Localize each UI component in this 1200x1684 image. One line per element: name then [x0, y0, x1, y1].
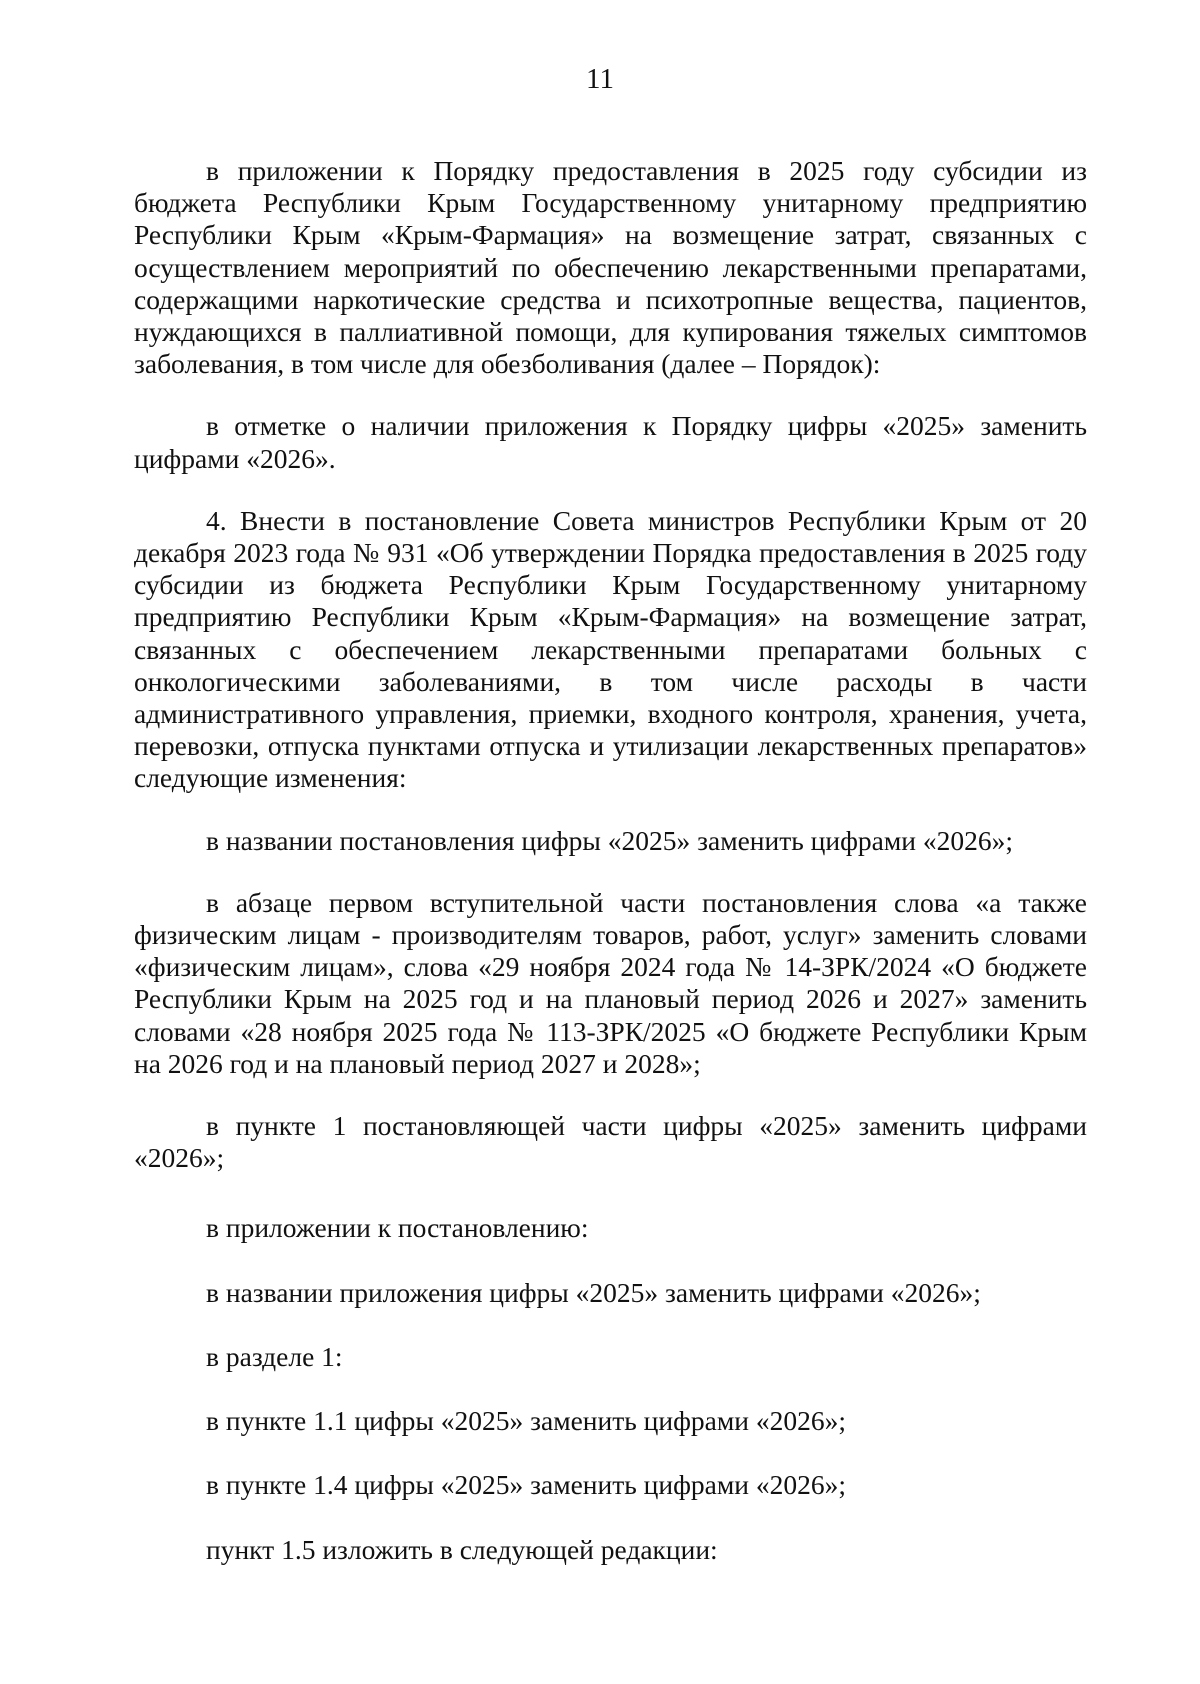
paragraph-section-1: в разделе 1:: [206, 1340, 343, 1372]
paragraph-annex: в приложении к постановлению:: [206, 1212, 589, 1244]
paragraph-point-1-1: в пункте 1.1 цифры «2025» заменить цифрами «2026»;: [206, 1405, 847, 1437]
page-number: 11: [586, 63, 614, 95]
paragraph-annex-title: в названии приложения цифры «2025» заменить цифрами «2026»;: [206, 1276, 981, 1308]
document-body: [134, 155, 1087, 1566]
paragraph-point-1: в пункте 1 постановляющей части цифры «2025» заменить цифрами «2026»;: [134, 1110, 1087, 1174]
paragraph-preamble: в абзаце первом вступительной части постановления слова «а также физическим лицам - производителям товаров, работ, услуг» заменить словами «физическим лицам», слова «29 ноября 2024 года № 14-ЗРК/2024 «О бюджете Республики Крым на 2025 год и на плановый период 2026 и 2027» заменить словами «28 ноября 2025 года № 113-ЗРК/2025 «О бюджете Республики Крым на 2026 год и на плановый период 2027 и 2028»;: [134, 886, 1087, 1079]
paragraph-annex-intro: в приложении к Порядку предоставления в 2025 году субсидии из бюджета Республики Крым Государственному унитарному предприятию Республики Крым «Крым-Фармация» на возмещение затрат, связанных с осуществлением мероприятий по обеспечению лекарственными препаратами, содержащими наркотические средства и психотропные вещества, пациентов, нуждающихся в паллиативной помощи, для купирования тяжелых симптомов заболевания, в том числе для обезболивания (далее – Порядок):: [134, 155, 1087, 380]
paragraph-item-4: 4. Внести в постановление Совета министров Республики Крым от 20 декабря 2023 года № 931 «Об утверждении Порядка предоставления в 2025 году субсидии из бюджета Республики Крым Государственному унитарному предприятию Республики Крым «Крым-Фармация» на возмещение затрат, связанных с обеспечением лекарственными препаратами больных с онкологическими заболеваниями, в том числе расходы в части административного управления, приемки, входного контроля, хранения, учета, перевозки, отпуска пунктами отпуска и утилизации лекарственных препаратов» следующие изменения:: [134, 504, 1087, 794]
paragraph-point-1-4: в пункте 1.4 цифры «2025» заменить цифрами «2026»;: [206, 1469, 847, 1501]
paragraph-point-1-5: пункт 1.5 изложить в следующей редакции:: [206, 1533, 718, 1565]
paragraph-resolution-title: в названии постановления цифры «2025» заменить цифрами «2026»;: [206, 824, 1014, 856]
paragraph-annex-mark: в отметке о наличии приложения к Порядку цифры «2025» заменить цифрами «2026».: [134, 410, 1087, 474]
